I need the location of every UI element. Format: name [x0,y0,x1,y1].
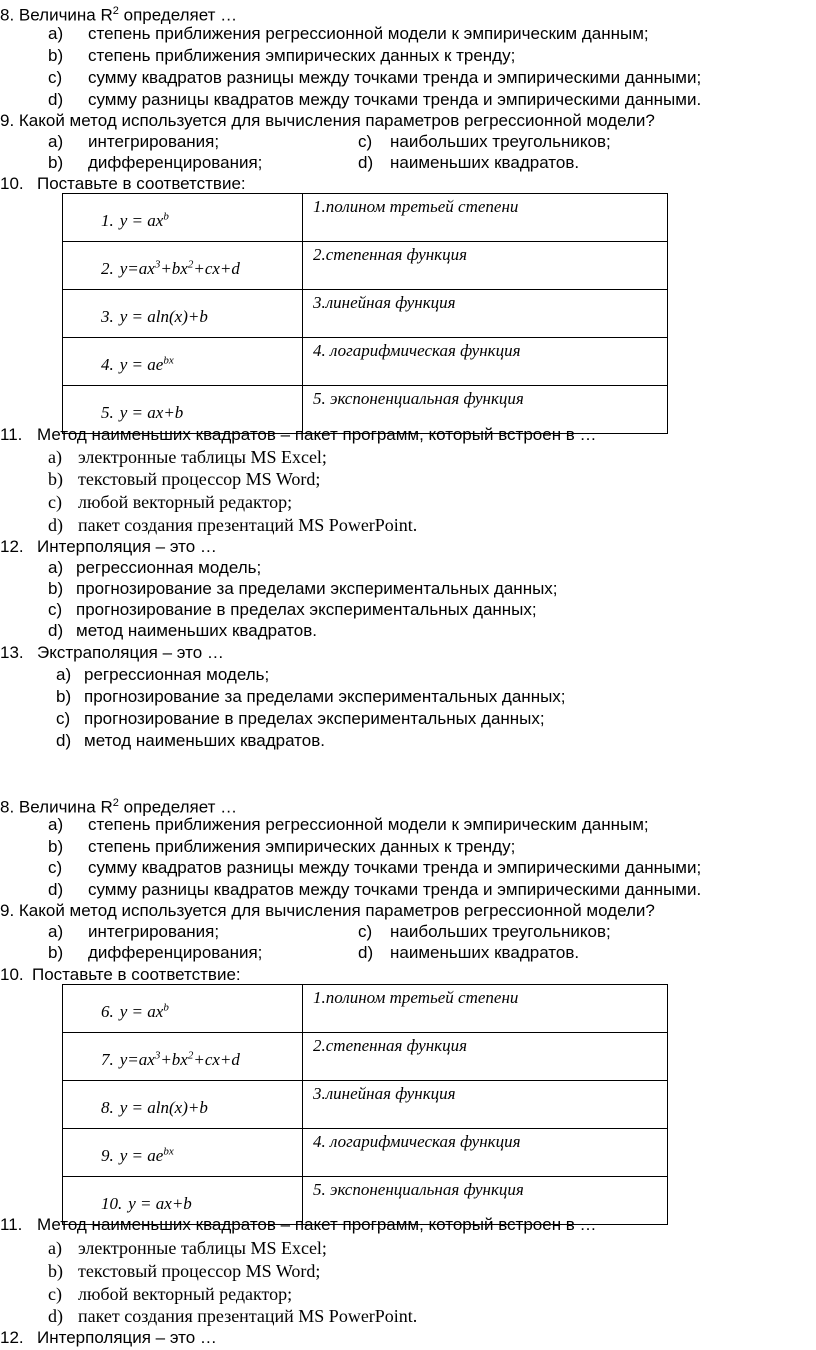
option [48,557,261,579]
option-marker: b) [56,687,72,706]
question-text: Метод наименьших квадратов – пакет программ, который встроен в … [37,1215,597,1234]
formula-number: 10. [101,1193,123,1213]
option-marker: d) [48,1306,63,1326]
function-type-cell: 1.полином третьей степени [303,194,668,242]
question-text: Поставьте в соответствие: [37,174,246,193]
question-number: 12. [0,1328,24,1347]
option-text: степень приближения регрессионной модели к эмпирическим данным; [88,815,649,834]
option-marker: b) [48,153,64,172]
formula-number: 7. [101,1049,114,1069]
function-type-cell: 3.линейная функция [303,290,668,338]
option [48,468,320,490]
option-text: прогнозирование в пределах экспериментальных данных; [84,709,545,728]
option [358,131,611,153]
option-text: регрессионная модель; [76,558,262,577]
question-text: Интерполяция – это … [37,537,217,556]
table-row [63,338,668,386]
function-type-cell: 2.степенная функция [303,1033,668,1081]
superscript: b [163,1000,169,1013]
formula: y = ax [119,1001,164,1021]
option-text: степень приближения регрессионной модели к эмпирическим данным; [88,24,649,43]
option-marker: b) [48,469,63,489]
option-marker: a) [48,132,64,151]
function-type-cell: 5. экспоненциальная функция [303,1177,668,1225]
question-9: 9. Какой метод используется для вычисления параметров регрессионной модели? [0,901,655,920]
formula-cell [63,1033,303,1081]
option [48,879,701,901]
option [48,1305,417,1327]
question-number: 13. [0,643,24,662]
option-text: интегрирования; [88,132,220,151]
superscript: 2 [112,5,119,17]
question-text: Величина R [18,5,113,25]
function-type-cell: 4. логарифмическая функция [303,338,668,386]
option-marker: a) [48,1238,62,1258]
option-marker: d) [56,731,72,750]
option [48,131,219,153]
option-marker: c) [358,132,373,151]
question-number: 8. [0,797,15,817]
question-12 [0,1327,217,1349]
formula-cell [63,338,303,386]
function-type-cell: 5. экспоненциальная функция [303,386,668,434]
formula: y=ax [119,1049,155,1069]
option-text: сумму квадратов разницы между точками тренда и эмпирическими данными; [88,858,702,877]
option-text: регрессионная модель; [84,665,270,684]
option [48,491,292,513]
formula-cell [63,1129,303,1177]
option-text: любой векторный редактор; [78,1284,293,1304]
formula: y=ax [119,258,155,278]
option-marker: a) [48,922,64,941]
formula-number: 6. [101,1001,114,1021]
option-text: пакет создания презентаций MS PowerPoint. [78,1306,418,1326]
formula: y = ax+b [119,402,184,422]
option [48,1237,327,1259]
option-marker: c) [48,492,62,512]
question-text: Экстраполяция – это … [37,643,224,662]
option-text: прогнозирование за пределами экспериментальных данных; [76,579,558,598]
option-text: наибольших треугольников; [390,132,611,151]
question-text: Величина R [18,797,113,817]
option-text: любой векторный редактор; [78,492,293,512]
option [48,578,558,600]
question-number: 10. [0,174,24,193]
option-marker: c) [358,922,373,941]
option-text: степень приближения эмпирических данных к тренду; [88,46,516,65]
option-text: наибольших треугольников; [390,922,611,941]
option [358,942,579,964]
question-text: Метод наименьших квадратов – пакет программ, который встроен в … [37,425,597,444]
formula-cell [63,242,303,290]
superscript: 3 [154,1048,161,1061]
option-text: дифференцирования; [88,153,263,172]
option [48,921,219,943]
option [48,446,327,468]
formula-number: 1. [101,210,114,230]
formula-number: 4. [101,354,114,374]
table-row [63,1081,668,1129]
option-marker: d) [358,943,374,962]
option [56,664,269,686]
option-text: метод наименьших квадратов. [84,731,325,750]
option-text: прогнозирование за пределами экспериментальных данных; [84,687,566,706]
superscript: 2 [112,797,119,809]
option [48,1260,320,1282]
option-marker: b) [48,579,64,598]
option-text: пакет создания презентаций MS PowerPoint. [78,515,418,535]
formula: y = ae [119,1145,164,1165]
option [56,730,325,752]
formula-number: 2. [101,258,114,278]
formula: +bx [160,258,188,278]
option-marker: c) [48,600,63,619]
option-marker: c) [48,858,63,877]
formula-number: 5. [101,402,114,422]
option-text: прогнозирование в пределах экспериментальных данных; [76,600,537,619]
question-10 [0,964,241,986]
option [358,921,611,943]
option-text: интегрирования; [88,922,220,941]
superscript: bx [163,353,174,366]
option [48,814,649,836]
option [48,857,701,879]
table-row [63,194,668,242]
option-marker: a) [48,24,64,43]
function-type-cell: 1.полином третьей степени [303,985,668,1033]
option-marker: d) [358,153,374,172]
option-marker: d) [48,515,63,535]
question-text-tail: определяет … [118,797,238,817]
question-11 [0,424,597,446]
option-text: текстовый процессор MS Word; [78,469,321,489]
option-text: наименьших квадратов. [390,943,580,962]
option-marker: b) [48,1261,63,1281]
option [56,686,566,708]
option [48,152,262,174]
superscript: 2 [187,1048,194,1061]
table-row [63,1033,668,1081]
option-marker: d) [48,880,64,899]
formula: y = ae [119,354,164,374]
option-text: электронные таблицы MS Excel; [78,1238,327,1258]
table-row [63,1129,668,1177]
formula: +cx+d [193,258,240,278]
formula-number: 8. [101,1097,114,1117]
option-marker: c) [48,1284,62,1304]
option [48,67,701,89]
option [48,1283,292,1305]
question-number: 12. [0,537,24,556]
question-text-tail: определяет … [118,5,238,25]
question-12 [0,536,217,558]
option [48,620,317,642]
question-11 [0,1214,597,1236]
question-number: 11. [0,1215,23,1234]
option [48,599,537,621]
formula: y = ax+b [128,1193,192,1213]
question-number: 11. [0,425,23,444]
option-text: текстовый процессор MS Word; [78,1261,321,1281]
option-text: метод наименьших квадратов. [76,621,317,640]
option-marker: b) [48,943,64,962]
option-text: степень приближения эмпирических данных к тренду; [88,837,516,856]
option-marker: a) [48,815,64,834]
table-row [63,242,668,290]
option-marker: d) [48,621,64,640]
option-text: сумму квадратов разницы между точками тренда и эмпирическими данными; [88,68,702,87]
option-marker: c) [56,709,71,728]
option-marker: a) [56,665,72,684]
formula-number: 9. [101,1145,114,1165]
question-text: Поставьте в соответствие: [32,965,241,984]
matching-table [62,193,668,434]
question-10 [0,173,246,195]
function-type-cell: 2.степенная функция [303,242,668,290]
option-text: наименьших квадратов. [390,153,580,172]
superscript: b [163,209,169,222]
option-marker: d) [48,90,64,109]
option-marker: a) [48,558,64,577]
option [358,152,579,174]
table-row [63,290,668,338]
formula: y = aln(x)+b [119,306,208,326]
formula-cell [63,194,303,242]
superscript: 2 [187,257,194,270]
option-marker: c) [48,68,63,87]
formula: y = aln(x)+b [119,1097,208,1117]
question-9: 9. Какой метод используется для вычисления параметров регрессионной модели? [0,111,655,130]
formula-cell [63,290,303,338]
option-text: электронные таблицы MS Excel; [78,447,327,467]
option [48,23,649,45]
option [48,89,701,111]
question-number: 10. [0,965,24,984]
option [48,836,515,858]
option-marker: a) [48,447,62,467]
table-row [63,985,668,1033]
option-text: сумму разницы квадратов между точками тренда и эмпирическими данными. [88,880,702,899]
option [56,708,545,730]
superscript: bx [163,1144,174,1157]
function-type-cell: 4. логарифмическая функция [303,1129,668,1177]
option-text: дифференцирования; [88,943,263,962]
option-marker: b) [48,46,64,65]
formula-cell [63,1081,303,1129]
formula: y = ax [119,210,164,230]
function-type-cell: 3.линейная функция [303,1081,668,1129]
question-text: Интерполяция – это … [37,1328,217,1347]
formula-number: 3. [101,306,114,326]
option [48,45,515,67]
superscript: 3 [154,257,161,270]
question-number: 8. [0,5,15,25]
matching-table [62,984,668,1225]
formula-cell [63,985,303,1033]
option-marker: b) [48,837,64,856]
option [48,514,417,536]
formula: +bx [160,1049,188,1069]
option-text: сумму разницы квадратов между точками тренда и эмпирическими данными. [88,90,702,109]
question-13 [0,642,224,664]
formula: +cx+d [193,1049,240,1069]
option [48,942,262,964]
